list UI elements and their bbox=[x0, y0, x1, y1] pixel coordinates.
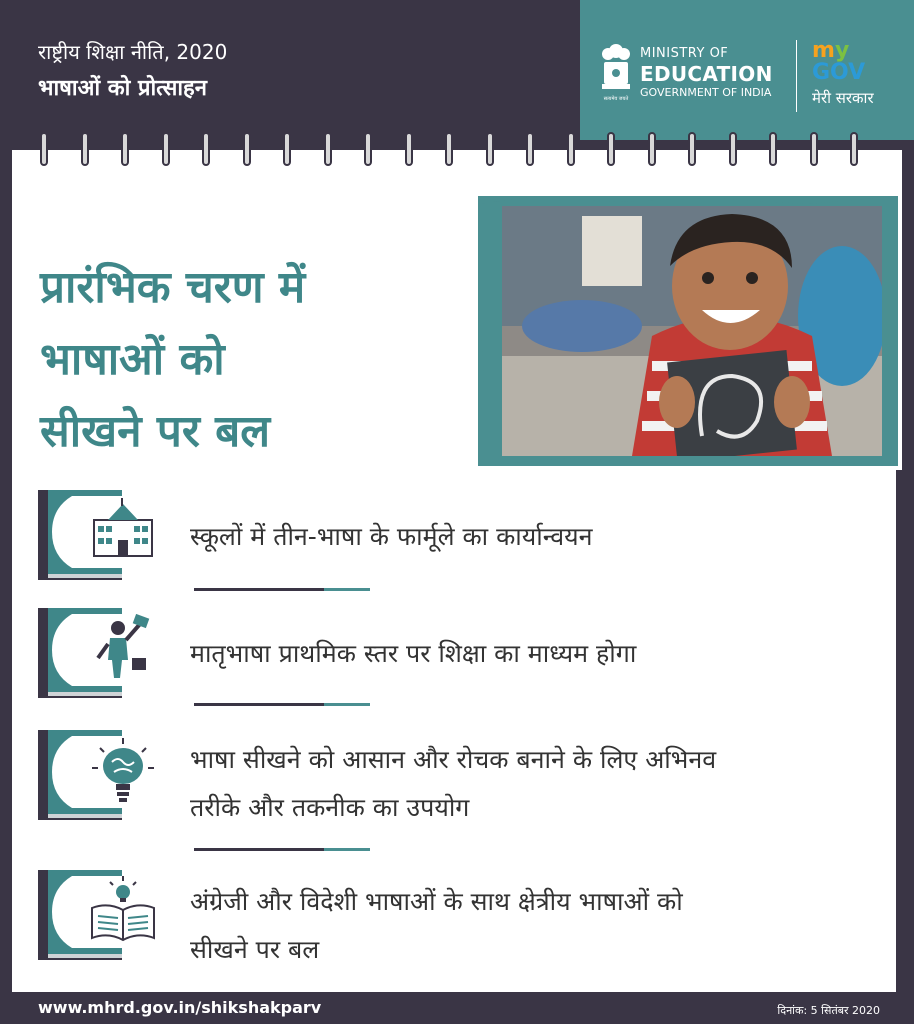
mygov-tagline: मेरी सरकार bbox=[812, 89, 874, 107]
main-heading-line: सीखने पर बल bbox=[40, 406, 271, 457]
item-text-line: अंग्रेजी और विदेशी भाषाओं के साथ क्षेत्रीय भाषाओं को bbox=[190, 887, 683, 916]
separator bbox=[194, 848, 370, 851]
ministry-line3: GOVERNMENT OF INDIA bbox=[640, 86, 772, 99]
ministry-line1: MINISTRY OF bbox=[640, 46, 729, 61]
logo-divider bbox=[796, 40, 797, 112]
binding-ring bbox=[688, 132, 696, 166]
child-photo bbox=[502, 206, 882, 456]
footer-url[interactable]: www.mhrd.gov.in/shikshakparv bbox=[38, 998, 322, 1017]
spiral-binding bbox=[40, 132, 870, 168]
binding-ring bbox=[162, 132, 170, 166]
binding-ring bbox=[283, 132, 291, 166]
item-text bbox=[190, 736, 716, 832]
binding-ring bbox=[243, 132, 251, 166]
separator bbox=[194, 588, 370, 591]
national-emblem-icon bbox=[596, 40, 636, 102]
separator bbox=[194, 703, 370, 706]
binding-ring bbox=[121, 132, 129, 166]
binding-ring bbox=[607, 132, 615, 166]
binding-ring bbox=[405, 132, 413, 166]
binding-ring bbox=[850, 132, 858, 166]
header-subtitle: राष्ट्रीय शिक्षा नीति, 2020 bbox=[38, 40, 228, 64]
item-text bbox=[190, 513, 593, 561]
student-graduate-icon bbox=[88, 614, 158, 684]
emblem-motto: सत्यमेव जयते bbox=[603, 96, 629, 102]
ministry-line2: EDUCATION bbox=[640, 62, 773, 86]
binding-ring bbox=[769, 132, 777, 166]
brain-bulb-icon bbox=[88, 736, 158, 806]
item-text bbox=[190, 878, 683, 974]
binding-ring bbox=[486, 132, 494, 166]
footer-date: दिनांक: 5 सितंबर 2020 bbox=[777, 1004, 880, 1017]
binding-ring bbox=[40, 132, 48, 166]
item-text-line: सीखने पर बल bbox=[190, 935, 320, 964]
binding-ring bbox=[81, 132, 89, 166]
item-text-line: भाषा सीखने को आसान और रोचक बनाने के लिए अभिनव bbox=[190, 745, 717, 774]
binding-ring bbox=[324, 132, 332, 166]
binding-ring bbox=[364, 132, 372, 166]
header-left-panel bbox=[0, 0, 580, 140]
binding-ring bbox=[202, 132, 210, 166]
item-text-line: तरीके और तकनीक का उपयोग bbox=[190, 793, 470, 822]
header-title: भाषाओं को प्रोत्साहन bbox=[38, 76, 207, 101]
main-heading-line: भाषाओं को bbox=[40, 334, 225, 385]
binding-ring bbox=[526, 132, 534, 166]
main-heading-line: प्रारंभिक चरण में bbox=[40, 262, 306, 313]
school-building-icon bbox=[88, 496, 158, 566]
binding-ring bbox=[810, 132, 818, 166]
item-text-line: स्कूलों में तीन-भाषा के फार्मूले का कार्यान्वयन bbox=[190, 522, 593, 551]
binding-ring bbox=[648, 132, 656, 166]
item-text-line: मातृभाषा प्राथमिक स्तर पर शिक्षा का माध्यम होगा bbox=[190, 639, 637, 668]
binding-ring bbox=[729, 132, 737, 166]
binding-ring bbox=[445, 132, 453, 166]
binding-ring bbox=[567, 132, 575, 166]
main-heading bbox=[40, 252, 440, 468]
item-text bbox=[190, 630, 636, 678]
open-book-bulb-icon bbox=[88, 876, 158, 946]
mygov-logo: my GOV bbox=[812, 38, 866, 85]
side-strip bbox=[896, 470, 914, 992]
